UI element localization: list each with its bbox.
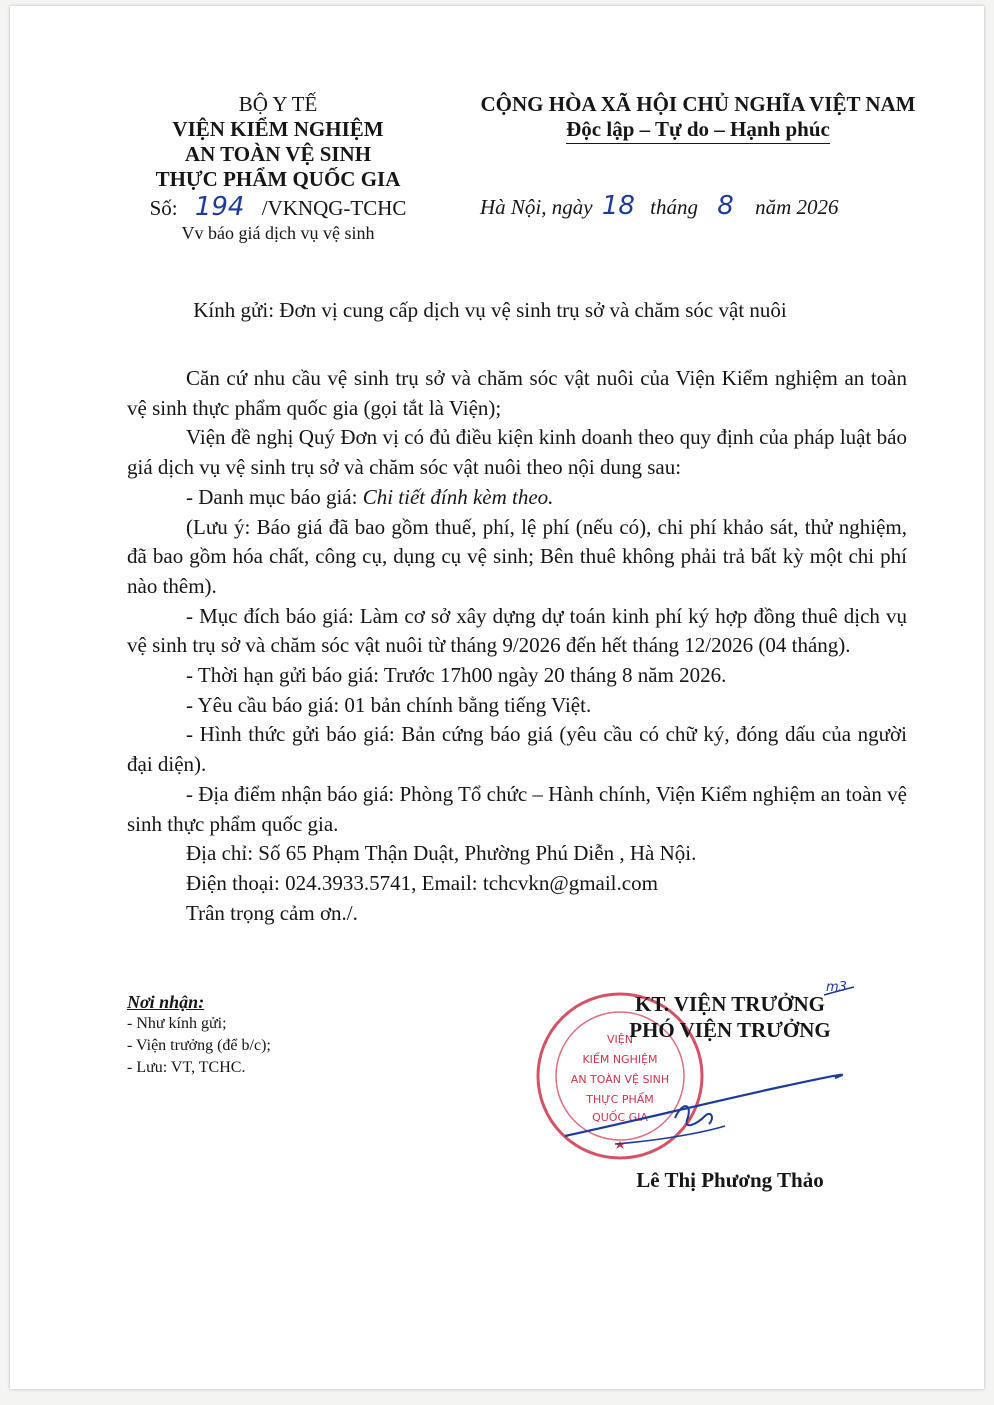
date-year: năm 2026 (755, 195, 839, 219)
body-paragraph: - Yêu cầu báo giá: 01 bản chính bằng tiếng Việt. (186, 692, 592, 717)
recipient-item: - Lưu: VT, TCHC. (127, 1059, 246, 1076)
handwritten-initials (820, 971, 870, 1001)
body-paragraph: - Địa điểm nhận báo giá: Phòng Tổ chức – Hành chính, Viện Kiểm nghiệm an toàn vệ sinh thực phẩm quốc gia. (127, 781, 907, 836)
seal-text-line2: KIỂM NGHIỆM (582, 1053, 658, 1066)
body-paragraph (127, 483, 907, 513)
seal-text-line5: QUỐC GIA (592, 1111, 648, 1124)
handwritten-month: 8 (717, 191, 734, 221)
issuer-block (98, 92, 458, 246)
seal-text-line3: AN TOÀN VỆ SINH (570, 1073, 670, 1086)
handwritten-number: 194 (194, 192, 245, 222)
document-page (10, 6, 984, 1389)
signer-title-line1: KT. VIỆN TRƯỞNG (634, 992, 825, 1016)
document-number (98, 192, 458, 222)
signer-name: Lê Thị Phương Thảo (636, 1168, 824, 1192)
initials-text: m3 (826, 980, 847, 995)
signer-title-line2: PHÓ VIỆN TRƯỞNG (629, 1018, 831, 1042)
date-month-label: tháng (650, 195, 699, 219)
org-name-line2: AN TOÀN VỆ SINH (184, 142, 372, 166)
greeting-line: Kính gửi: Đơn vị cung cấp dịch vụ vệ sinh trụ sở và chăm sóc vật nuôi (193, 298, 787, 322)
org-name-line3: THỰC PHẨM QUỐC GIA (155, 167, 401, 191)
recipients-title: Nơi nhận: (127, 992, 205, 1012)
ministry-name: BỘ Y TẾ (238, 92, 318, 116)
body-paragraph: - Mục đích báo giá: Làm cơ sở xây dựng dự toán kinh phí ký hợp đồng thuê dịch vụ vệ sinh trụ sở và chăm sóc vật nuôi từ tháng 9/2026 đến hết tháng 12/2026 (04 tháng). (127, 603, 907, 658)
recipients-block (127, 991, 427, 1079)
body-paragraph: Điện thoại: 024.3933.5741, Email: tchcvkn@gmail.com (186, 870, 658, 895)
issue-date (480, 191, 900, 221)
body-paragraph: Căn cứ nhu cầu vệ sinh trụ sở và chăm sóc vật nuôi của Viện Kiểm nghiệm an toàn vệ sinh thực phẩm quốc gia (gọi tắt là Viện); (127, 366, 907, 420)
body-paragraph: - Thời hạn gửi báo giá: Trước 17h00 ngày 20 tháng 8 năm 2026. (186, 663, 727, 688)
seal-text-line4: THỰC PHẨM (586, 1093, 654, 1106)
number-suffix: /VKNQG-TCHC (261, 196, 407, 220)
country-name: CỘNG HÒA XÃ HỘI CHỦ NGHĨA VIỆT NAM (480, 92, 916, 116)
body-paragraph: Địa chỉ: Số 65 Phạm Thận Duật, Phường Phú Diễn , Hà Nội. (186, 841, 697, 866)
letter-body (127, 364, 907, 928)
date-place: Hà Nội, ngày (480, 195, 593, 219)
body-paragraph: (Lưu ý: Báo giá đã bao gồm thuế, phí, lệ phí (nếu có), chi phí khảo sát, thử nghiệm, đã bao gồm hóa chất, công cụ, dụng cụ vệ sinh; Bên thuê không phải trả bất kỳ một chi phí nào thêm). (127, 514, 907, 598)
national-motto: Độc lập – Tự do – Hạnh phúc (566, 117, 830, 144)
body-paragraph: Viện đề nghị Quý Đơn vị có đủ điều kiện kinh doanh theo quy định của pháp luật báo giá dịch vụ vệ sinh trụ sở và chăm sóc vật nuôi theo nội dung sau: (127, 425, 907, 480)
quote-list-detail: Chi tiết đính kèm theo. (362, 484, 554, 509)
body-paragraph: - Hình thức gửi báo giá: Bản cứng báo giá (yêu cầu có chữ ký, đóng dấu của người đại diện). (127, 722, 907, 777)
seal-text-line1: VIỆN (607, 1033, 633, 1046)
body-paragraph: Trân trọng cảm ơn./. (186, 900, 358, 925)
subject-line: Vv báo giá dịch vụ vệ sinh (181, 223, 375, 243)
org-name-line1: VIỆN KIỂM NGHIỆM (172, 117, 384, 141)
recipient-item: - Như kính gửi; (127, 1015, 227, 1032)
handwritten-day: 18 (601, 191, 635, 221)
national-header (448, 92, 948, 144)
quote-list-label: - Danh mục báo giá: (186, 484, 363, 509)
number-prefix: Số: (149, 196, 178, 220)
handwritten-signature (555, 1066, 855, 1156)
recipient-item: - Viện trưởng (để b/c); (127, 1037, 271, 1054)
